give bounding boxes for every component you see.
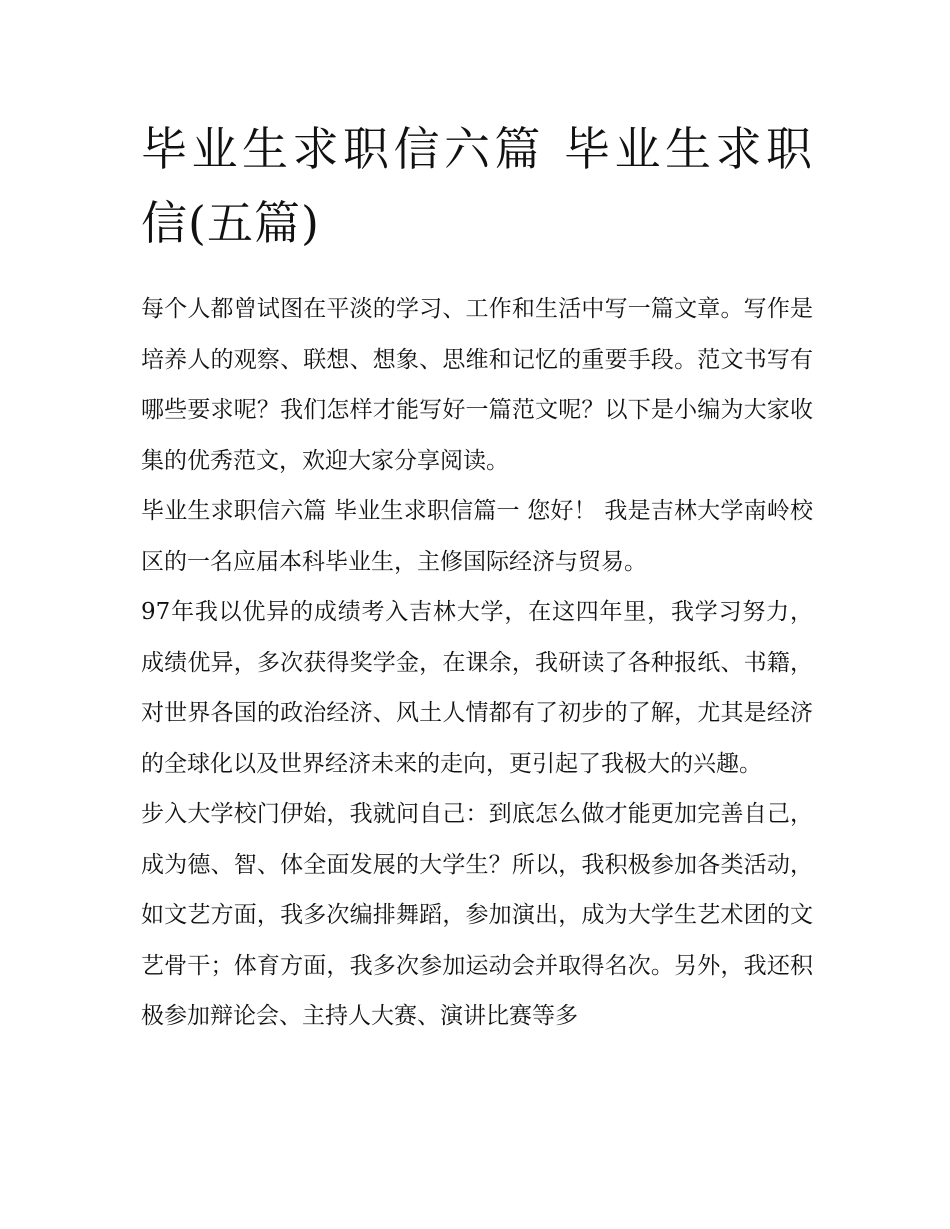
paragraph-greeting: 毕业生求职信六篇 毕业生求职信篇一 您好！ 我是吉林大学南岭校区的一名应届本科毕业生，主修国际经济与贸易。: [141, 498, 813, 575]
document-title: 毕业生求职信六篇 毕业生求职信(五篇): [141, 122, 813, 250]
paragraph-study: 97年我以优异的成绩考入吉林大学，在这四年里，我学习努力，成绩优异，多次获得奖学金，在课余，我研读了各种报纸、书籍，对世界各国的政治经济、风土人情都有了初步的了解，尤其是经济的全球化以及世界经济未来的走向，更引起了我极大的兴趣。: [141, 599, 813, 777]
document-body: [141, 112, 813, 1042]
paragraph-activities: 步入大学校门伊始，我就问自己：到底怎么做才能更加完善自己，成为德、智、体全面发展的大学生？所以，我积极参加各类活动，如文艺方面，我多次编排舞蹈，参加演出，成为大学生艺术团的文艺骨干；体育方面，我多次参加运动会并取得名次。另外，我还积极参加辩论会、主持人大赛、演讲比赛等多: [141, 801, 813, 1029]
paragraph-intro: 每个人都曾试图在平淡的学习、工作和生活中写一篇文章。写作是培养人的观察、联想、想象、思维和记忆的重要手段。范文书写有哪些要求呢？我们怎样才能写好一篇范文呢？以下是小编为大家收集的优秀范文，欢迎大家分享阅读。: [141, 296, 813, 474]
